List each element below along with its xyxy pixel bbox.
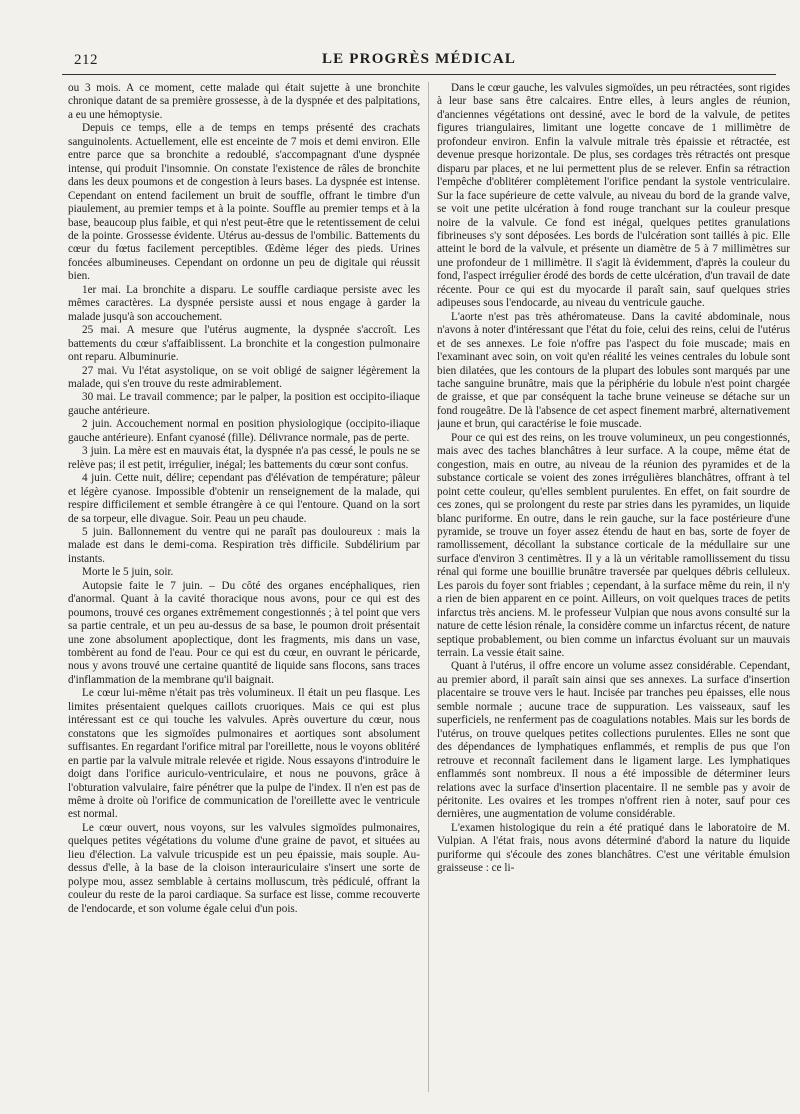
paragraph: Dans le cœur gauche, les valvules sigmoïdes, un peu rétractées, sont rigides à leur base sans être calcaires. Entre elles, à leurs angles de réunion, d'anciennes végétations ont dessiné, avec le bord de la valvule, de petites figures triangulaires, limitant une logette concave de 1 millimètre de profondeur environ. Enfin la valvule mitrale très épaissie et rétractée, est devenue presque horizontale. De plus, ses cordages très rétractés ont presque disparu par places, et ne lui permettent plus de se relever. Enfin sa rétraction l'empêche d'oblitérer complètement l'orifice pendant la systole ventriculaire. Sur la face supérieure de cette valvule, au niveau du bord de la grande valve, se voit une petite ulcération à fond rouge tranchant sur la couleur presque noire de la valvule. Ce fond est inégal, quelques petites granulations fibrineuses s'y sont déposées. Les bords de l'ulcération sont taillés à pic. Elle atteint le bord de la valvule, et présente un diamètre de 5 à 7 millimètres sur une profondeur de 1 millimètre. Il s'agit là évidemment, d'après la couleur du fond, l'aspect irrégulier érodé des bords de cette ulcération, d'un travail de date récente. Pour ce qui est du myocarde il paraît sain, sauf quelques stries adipeuses sous l'endocarde, au niveau du ventricule gauche. — [437, 82, 790, 310]
paragraph: Morte le 5 juin, soir. — [82, 566, 174, 579]
paragraph: Depuis ce temps, elle a de temps en temps présenté des crachats sanguinolents. Actuellement, elle est enceinte de 7 mois et demi environ. Elle entre parce que sa bronchite a redoublé, s'accompagnant d'une dyspnée intense, qui produit l'insomnie. On constate l'existence de râles de bronchite dans les deux poumons et de congestion à leurs bases. La dyspnée est intense. Cependant on entend facilement un bruit de souffle, offrant le timbre d'un piaulement, au premier temps et à la pointe. Souffle au premier temps et à la base, beaucoup plus faible, et qui n'est peut-être que le retentissement de celui de la pointe. Grossesse évidente. Utérus au-dessus de l'ombilic. Battements du cœur du fœtus facilement perceptibles. Œdème léger des pieds. Urines foncées albumineuses. Cependant on ordonne un peu de digitale qui réussit bien. — [68, 122, 420, 283]
paragraph: Quant à l'utérus, il offre encore un volume assez considérable. Cependant, au premier abord, il paraît sain ainsi que ses annexes. La surface d'insertion placentaire se trouve vers le haut. Incisée par tranches peu épaisses, elle nous semble normale ; aucune trace de suppuration. Les vaisseaux, sauf les superficiels, ne renferment pas de coagulations notables. Mais sur les bords de l'utérus, on trouve quelques petites collections purulentes. Elles ne sont que des dépendances de lymphatiques enflammés, et remplis de pus que l'on retrouve et reconnaît facilement dans le ligament large. Les lymphatiques enflammés sont nombreux. Il nous a été impossible de déterminer leurs relations avec la surface d'insertion placentaire. Il ne semble pas y avoir de péritonite. Les ovaires et les trompes n'offrent rien à noter, sauf pour ces dernières, une augmentation de volume considérable. — [437, 660, 790, 821]
page-header — [62, 50, 776, 75]
paragraph: 30 mai. Le travail commence; par le palper, la position est occipito-iliaque gauche antérieure. — [68, 391, 420, 417]
paragraph: 25 mai. A mesure que l'utérus augmente, la dyspnée s'accroît. Les battements du cœur s'affaiblissent. La bronchite et la congestion pulmonaire ont reparu. Albuminurie. — [68, 324, 420, 364]
paragraph: ou 3 mois. A ce moment, cette malade qui était sujette à une bronchite chronique datant de sa première grossesse, à de la dyspnée et des palpitations, a eu une hémoptysie. — [68, 82, 420, 121]
paragraph: 5 juin. Ballonnement du ventre qui ne paraît pas douloureux : mais la malade est dans le demi-coma. Respiration très difficile. Subdélirium par instants. — [68, 525, 420, 565]
paragraph: L'examen histologique du rein a été pratiqué dans le laboratoire de M. Vulpian. A l'état frais, nous avons déterminé d'abord la nature du liquide puriforme qui s'écoule des zones blanchâtres. C'est une véritable émulsion graisseuse : ce li- — [437, 821, 790, 875]
paragraph: Autopsie faite le 7 juin. – Du côté des organes encéphaliques, rien d'anormal. Quant à la cavité thoracique nous avons, pour ce qui est des poumons, trouvé ces organes extrêmement congestionnés ; à tel point que vers sa partie centrale, et un peu au-dessus de sa base, le poumon droit présentait une zone absolument apoplectique, dont les fragments, mis dans un vase, tombèrent au fond de l'eau. Pour ce qui est du cœur, en ouvrant le péricarde, nous y avons trouvé une certaine quantité de liquide sans flocons, sans traces d'inflammation de la membrane qu'il baignait. — [68, 579, 420, 686]
journal-title: LE PROGRÈS MÉDICAL — [321, 51, 517, 67]
paragraph: 2 juin. Accouchement normal en position physiologique (occipito-iliaque gauche antérieure). Enfant cyanosé (fille). Délivrance normale, pas de perte. — [68, 418, 420, 444]
paragraph: 4 juin. Cette nuit, délire; cependant pas d'élévation de température; pâleur et légère cyanose. Impossible d'obtenir un renseignement de la malade, qui respire difficilement et semble étrangère à ce qui l'entoure. Quand on la sort de sa torpeur, elle divague. Soir. Peau un peu chaude. — [68, 472, 420, 525]
paragraph: 1er mai. La bronchite a disparu. Le souffle cardiaque persiste avec les mêmes caractères. La dyspnée persiste aussi et nous engage à garder la malade jusqu'à son accouchement. — [68, 283, 420, 323]
left-column — [68, 82, 420, 1102]
paragraph: Le cœur ouvert, nous voyons, sur les valvules sigmoïdes pulmonaires, quelques petites végétations du volume d'une graine de pavot, et situées au lieu d'élection. La valvule tricuspide est un peu épaissie, mais souple. Au-dessus d'elle, à la base de la cloison interauriculaire s'insert une sorte de polype mou, assez semblable à certains molluscum, très pédiculé, offrant la couleur du reste de la paroi cardiaque. Sa surface est lisse, comme recouverte de l'endocarde, et son volume égale celui d'un pois. — [68, 821, 420, 915]
paragraph: Le cœur lui-même n'était pas très volumineux. Il était un peu flasque. Les limites présentaient quelques caillots cruoriques. Mais ce qui est plus intéressant est ce qui touche les valvules. Après ouverture du cœur, nous constatons que les sigmoïdes pulmonaires et aortiques sont absolument suffisantes. En regardant l'orifice mitral par l'oreillette, nous le voyons oblitéré en partie par la valvule mitrale relevée et rigide. Nous essayons d'introduire le doigt dans l'orifice auriculo-ventriculaire, et nous ne pouvons, grâce à l'obturation valvulaire, faire pénétrer que la pulpe de l'index. Il n'en est pas de même à droite où l'orifice de communication de l'oreillette avec le ventricule est normal. — [68, 687, 420, 821]
paragraph: 27 mai. Vu l'état asystolique, on se voit obligé de saigner légèrement la malade, qui s'en trouve du reste admirablement. — [68, 364, 420, 390]
page-number: 212 — [74, 52, 98, 68]
column-divider — [428, 82, 429, 1092]
paragraph: 3 juin. La mère est en mauvais état, la dyspnée n'a pas cessé, le pouls ne se relève pas; il est petit, irrégulier, inégal; les battements du cœur sont confus. — [68, 445, 420, 471]
paragraph: L'aorte n'est pas très athéromateuse. Dans la cavité abdominale, nous n'avons à noter d'intéressant que l'état du foie, celui des reins, celui de l'utérus et de ses annexes. Le foie n'offre pas l'aspect du foie muscade; mais en l'examinant avec soin, on voit qu'en réalité les veines centrales du lobule sont bien dilatées, que les contours de la plupart des lobules sont marqués par une tache sanguine brunâtre, mais que la périphérie du lobule n'est point chargée de graisse, et que par conséquent la tache brune veineuse se détache sur un fond rougeâtre. De là l'absence de cet aspect finement marbré, alternativement jaune et brun, qui caractérise le foie muscade. — [437, 310, 790, 431]
paragraph: Pour ce qui est des reins, on les trouve volumineux, un peu congestionnés, mais avec des taches blanchâtres à leur surface. A la coupe, même état de congestion, mais en outre, au niveau de la réunion des pyramides et de la substance corticale se voient des zones irrégulières blanchâtres, offrant à tel point cette couleur, qu'elles semblent purulentes. En effet, on fait sourdre de ces zones, qui se prolongent du reste par stries dans les pyramides, un liquide blanc puriforme. En outre, dans le rein gauche, sur la face postérieure d'une pyramide, se trouve un foyer assez étendu de haut en bas, sorte de foyer de ramollissement, décollant la substance corticale de la médullaire sur une surface d'environ 3 centimètres. Il y a là un véritable ramollissement du tissu rénal qui forme une bouillie brunâtre traversée par quelques débris celluleux. Les parois du foyer sont friables ; cependant, à la surface même du rein, il n'y a rien de bien apparent en ce point. Ailleurs, on voit quelques traces de petits infarctus très anciens. M. le professeur Vulpian que nous avons consulté sur la nature de cette lésion rénale, la considère comme un infarctus récent, de nature septique probablement, ou bien comme un infarctus évoluant sur un mauvais terrain. La vessie était saine. — [437, 431, 790, 660]
right-column — [437, 82, 790, 1102]
